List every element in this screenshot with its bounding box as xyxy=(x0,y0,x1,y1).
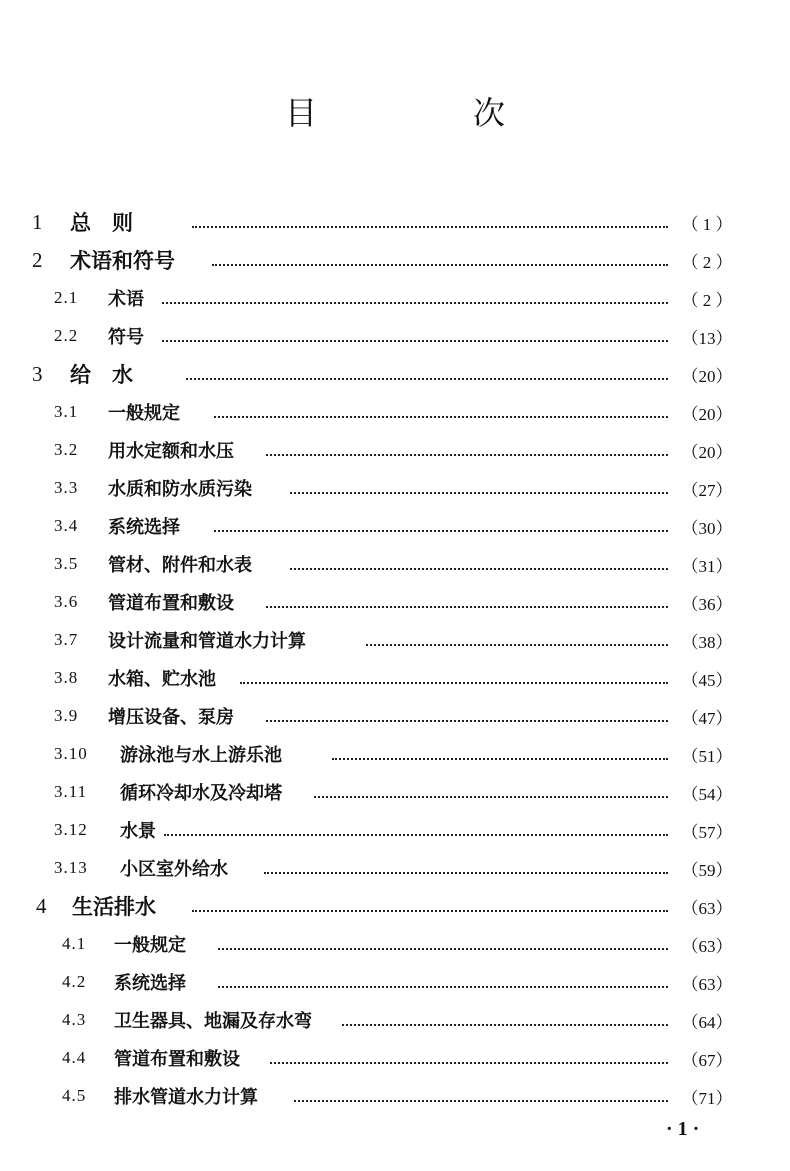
toc-page: （63） xyxy=(681,974,733,994)
toc-number: 3 xyxy=(32,361,43,386)
toc-entry-3-5[interactable] xyxy=(0,547,790,581)
toc-number: 3.1 xyxy=(54,402,79,421)
toc-title: 排水管道水力计算 xyxy=(114,1087,258,1108)
toc-number: 3.10 xyxy=(54,744,88,763)
toc-title: 水景 xyxy=(120,821,156,842)
toc-entry-3-4[interactable] xyxy=(0,509,790,543)
toc-title: 小区室外给水 xyxy=(120,859,228,880)
dot-leader xyxy=(290,492,668,494)
toc-title: 增压设备、泵房 xyxy=(108,707,234,728)
toc-entry-2[interactable] xyxy=(0,243,790,277)
toc-title: 卫生器具、地漏及存水弯 xyxy=(114,1011,312,1032)
toc-entry-3-8[interactable] xyxy=(0,661,790,695)
toc-page: （ 2 ） xyxy=(681,252,733,272)
toc-title: 水箱、贮水池 xyxy=(108,669,216,690)
toc-entry-4-4[interactable] xyxy=(0,1041,790,1075)
dot-leader xyxy=(192,226,668,228)
toc-title: 术语和符号 xyxy=(70,248,175,273)
toc-number: 3.2 xyxy=(54,440,79,459)
toc-page: （20） xyxy=(681,404,733,424)
dot-leader xyxy=(294,1100,668,1102)
dot-leader xyxy=(240,682,668,684)
toc-title: 管道布置和敷设 xyxy=(114,1049,240,1070)
toc-number: 2.2 xyxy=(54,326,79,345)
toc-number: 3.5 xyxy=(54,554,79,573)
toc-title: 用水定额和水压 xyxy=(108,441,234,462)
toc-entry-2-2[interactable] xyxy=(0,319,790,353)
toc-number: 3.7 xyxy=(54,630,79,649)
toc-entry-3-3[interactable] xyxy=(0,471,790,505)
toc-entry-4-5[interactable] xyxy=(0,1079,790,1113)
toc-number: 3.8 xyxy=(54,668,79,687)
dot-leader xyxy=(266,720,668,722)
toc-title: 设计流量和管道水力计算 xyxy=(108,631,306,652)
dot-leader xyxy=(266,606,668,608)
page-title: 目 次 xyxy=(284,94,567,132)
toc-number: 2.1 xyxy=(54,288,79,307)
dot-leader xyxy=(264,872,668,874)
toc-number: 2 xyxy=(32,247,43,272)
toc-title: 给 水 xyxy=(70,362,133,387)
toc-entry-4-1[interactable] xyxy=(0,927,790,961)
toc-number: 1 xyxy=(32,209,43,234)
toc-page: （64） xyxy=(681,1012,733,1032)
dot-leader xyxy=(366,644,668,646)
toc-title: 一般规定 xyxy=(108,403,180,424)
toc-title: 一般规定 xyxy=(114,935,186,956)
dot-leader xyxy=(266,454,668,456)
dot-leader xyxy=(290,568,668,570)
toc-number: 3.13 xyxy=(54,858,88,877)
toc-entry-4-2[interactable] xyxy=(0,965,790,999)
toc-page: （63） xyxy=(681,936,733,956)
toc-page: （71） xyxy=(681,1088,733,1108)
toc-entry-3-13[interactable] xyxy=(0,851,790,885)
toc-number: 4.3 xyxy=(62,1010,87,1029)
toc-page: （47） xyxy=(681,708,733,728)
dot-leader xyxy=(164,834,668,836)
toc-title: 游泳池与水上游乐池 xyxy=(120,745,282,766)
toc-number: 4 xyxy=(36,893,47,918)
toc-title: 循环冷却水及冷却塔 xyxy=(120,783,282,804)
toc-entry-3-1[interactable] xyxy=(0,395,790,429)
toc-entry-1[interactable] xyxy=(0,205,790,239)
toc-page: （45） xyxy=(681,670,733,690)
toc-page: （27） xyxy=(681,480,733,500)
toc-entry-4[interactable] xyxy=(0,889,790,923)
toc-page: （54） xyxy=(681,784,733,804)
dot-leader xyxy=(192,910,668,912)
toc-entry-3-10[interactable] xyxy=(0,737,790,771)
dot-leader xyxy=(270,1062,668,1064)
dot-leader xyxy=(342,1024,668,1026)
toc-number: 4.1 xyxy=(62,934,87,953)
toc-title: 生活排水 xyxy=(72,894,156,919)
toc-title: 术语 xyxy=(108,289,144,310)
toc-page: （57） xyxy=(681,822,733,842)
page-number: · 1 · xyxy=(666,1118,700,1140)
toc-page: （63） xyxy=(681,898,733,918)
toc-page: （67） xyxy=(681,1050,733,1070)
toc-number: 3.4 xyxy=(54,516,79,535)
toc-number: 3.6 xyxy=(54,592,79,611)
dot-leader xyxy=(162,340,668,342)
toc-entry-3-11[interactable] xyxy=(0,775,790,809)
toc-page: （38） xyxy=(681,632,733,652)
toc-entry-2-1[interactable] xyxy=(0,281,790,315)
toc-title: 管材、附件和水表 xyxy=(108,555,252,576)
toc-page: （30） xyxy=(681,518,733,538)
toc-page: （36） xyxy=(681,594,733,614)
dot-leader xyxy=(314,796,668,798)
toc-title: 水质和防水质污染 xyxy=(108,479,252,500)
toc-title: 系统选择 xyxy=(108,517,180,538)
toc-entry-3-2[interactable] xyxy=(0,433,790,467)
dot-leader xyxy=(218,948,668,950)
toc-page: （ 2 ） xyxy=(681,290,733,310)
dot-leader xyxy=(212,264,668,266)
toc-page: （20） xyxy=(681,442,733,462)
toc-page: （31） xyxy=(681,556,733,576)
dot-leader xyxy=(162,302,668,304)
toc-page: （51） xyxy=(681,746,733,766)
toc-number: 4.4 xyxy=(62,1048,87,1067)
toc-number: 4.2 xyxy=(62,972,87,991)
toc-entry-3-6[interactable] xyxy=(0,585,790,619)
toc-number: 3.12 xyxy=(54,820,88,839)
dot-leader xyxy=(332,758,668,760)
toc-entry-4-3[interactable] xyxy=(0,1003,790,1037)
dot-leader xyxy=(214,530,668,532)
toc-number: 4.5 xyxy=(62,1086,87,1105)
toc-entry-3-12[interactable] xyxy=(0,813,790,847)
dot-leader xyxy=(186,378,668,380)
toc-number: 3.9 xyxy=(54,706,79,725)
toc-entry-3-7[interactable] xyxy=(0,623,790,657)
toc-number: 3.11 xyxy=(54,782,88,801)
dot-leader xyxy=(218,986,668,988)
toc-title: 符号 xyxy=(108,327,144,348)
toc-page: （59） xyxy=(681,860,733,880)
toc-title: 管道布置和敷设 xyxy=(108,593,234,614)
toc-title: 总 则 xyxy=(70,210,133,235)
dot-leader xyxy=(214,416,668,418)
toc-page: （20） xyxy=(681,366,733,386)
toc-page: （13） xyxy=(681,328,733,348)
toc-title: 系统选择 xyxy=(114,973,186,994)
toc-number: 3.3 xyxy=(54,478,79,497)
toc-entry-3-9[interactable] xyxy=(0,699,790,733)
toc-entry-3[interactable] xyxy=(0,357,790,391)
toc-page: （ 1 ） xyxy=(681,214,733,234)
